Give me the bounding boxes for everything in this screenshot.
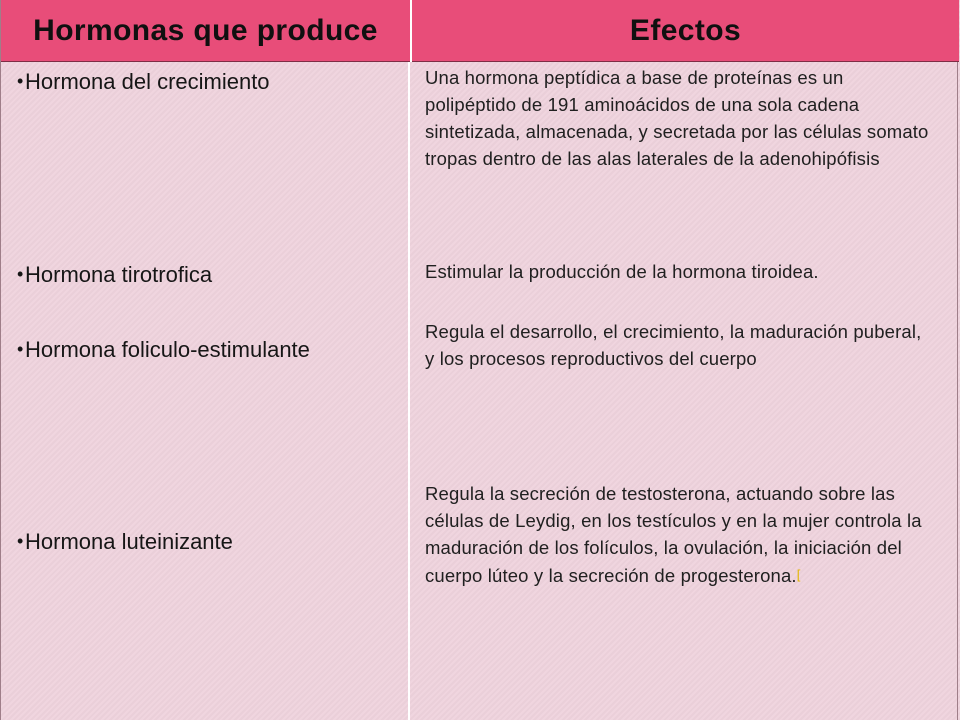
effect-text-luteinizante <box>425 480 935 589</box>
table-header <box>1 0 959 62</box>
effect-text: Regula el desarrollo, el crecimiento, la maduración puberal, y los procesos reproductivos del cuerpo <box>425 321 922 369</box>
hormone-item <box>17 260 212 289</box>
hormones-column <box>1 62 410 720</box>
bullet-icon: • <box>17 264 24 284</box>
hormone-item <box>17 527 233 556</box>
hormone-label: Hormona tirotrofica <box>25 262 213 287</box>
effect-text: Estimular la producción de la hormona tiroidea. <box>425 261 819 282</box>
hormone-item <box>17 67 270 96</box>
header-effects: Efectos <box>629 14 742 47</box>
bullet-icon: • <box>17 71 24 91</box>
header-hormones: Hormonas que produce <box>1 0 412 62</box>
hormone-label: Hormona del crecimiento <box>25 69 270 94</box>
bullet-icon: • <box>17 531 24 551</box>
hormone-label: Hormona foliculo-estimulante <box>25 337 310 362</box>
effect-text: Una hormona peptídica a base de proteínas es un polipéptido de 191 aminoácidos de una sola cadena sintetizada, almacenada, y secretada por las células somato tropas dentro de las alas laterales de la adenohipófisis <box>425 67 929 169</box>
link-mark[interactable]: [ <box>796 567 801 582</box>
bullet-icon: • <box>17 339 24 359</box>
effects-column <box>412 62 959 720</box>
effect-text: Regula la secreción de testosterona, actuando sobre las células de Leydig, en los testículos y en la mujer controla la maduración de los folículos, la ovulación, la iniciación del cuerpo lúteo y la secreción de progesterona. <box>425 483 922 586</box>
table-body <box>1 62 959 720</box>
hormone-item <box>17 335 310 364</box>
hormone-label: Hormona luteinizante <box>25 529 233 554</box>
